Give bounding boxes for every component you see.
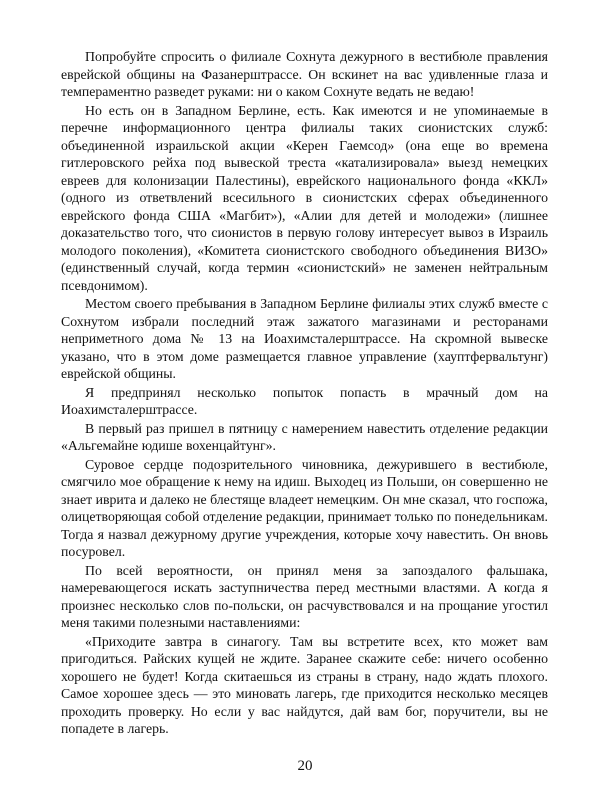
paragraph: Местом своего пребывания в Западном Берлине филиалы этих служб вместе с Сохнутом избрали последний этаж зажатого магазинами и ресторанами неприметного дома № 13 на Иоахимсталерштрассе. На скромной вывеске указано, что в этом доме размещается главное управление (хауптфервальтунг) еврейской общины. (61, 296, 548, 381)
paragraph: Я предпринял несколько попыток попасть в мрачный дом на Иоахимсталерштрассе. (61, 384, 548, 417)
paragraph: «Приходите завтра в синагогу. Там вы встретите всех, кто может вам пригодиться. Райских кущей не ждите. Заранее скажите себе: ничего особенно хорошего не будет! Когда скитаешься из страны в страну, надо ждать плохого. Самое хорошее здесь — это миновать лагерь, где приходится несколько месяцев проходить проверку. Но если у вас найдутся, дай вам бог, поручители, вы не попадете в лагерь. (61, 633, 548, 736)
paragraph: Но есть он в Западном Берлине, есть. Как имеются и не упоминаемые в перечне информационного центра филиалы таких сионистских служб: объединенной израильской акции «Керен Гаемсод» (она еще во времена гитлеровского рейха под вывеской треста «катализировала» выезд немецких евреев для колонизации Палестины), еврейского национального фонда «ККЛ» (одного из ответвлений всесильного в сионистских сферах объединенного еврейского фонда США «Магбит»), «Алии для детей и молодежи» (лишнее доказательство того, что сионистов в первую голову интересует вывоз в Израиль молодого поколения), «Комитета сионистского свободного объединения ВИЗО» (единственный случай, когда термин «сионистский» не заменен нейтральным псевдонимом). (61, 102, 548, 293)
paragraph: Попробуйте спросить о филиале Сохнута дежурного в вестибюле правления еврейской общины на Фазанерштрассе. Он вскинет на вас удивленные глаза и темпераментно разведет руками: ни о каком Сохнуте ведать не ведаю! (61, 49, 548, 99)
paragraph: В первый раз пришел в пятницу с намерением навестить отделение редакции «Альгемайне юдише вохенцайтунг». (61, 420, 548, 453)
paragraph: Суровое сердце подозрительного чиновника, дежурившего в вестибюле, смягчило мое обращение к нему на идиш. Выходец из Польши, он совершенно не знает иврита и далеко не блестяще владеет немецким. Он мне сказал, что госпожа, олицетворяющая собой отделение редакции, принимает только по понедельникам. Тогда я назвал дежурному другие учреждения, которые хочу навестить. Он вновь посуровел. (61, 456, 548, 559)
paragraph: По всей вероятности, он принял меня за запоздалого фальшака, намеревающегося искать заступничества перед местными властями. А когда я произнес несколько слов по-польски, он расчувствовался и на прощание угостил меня такими полезными наставлениями: (61, 562, 548, 630)
page-number: 20 (297, 758, 313, 774)
page-body (61, 48, 548, 738)
